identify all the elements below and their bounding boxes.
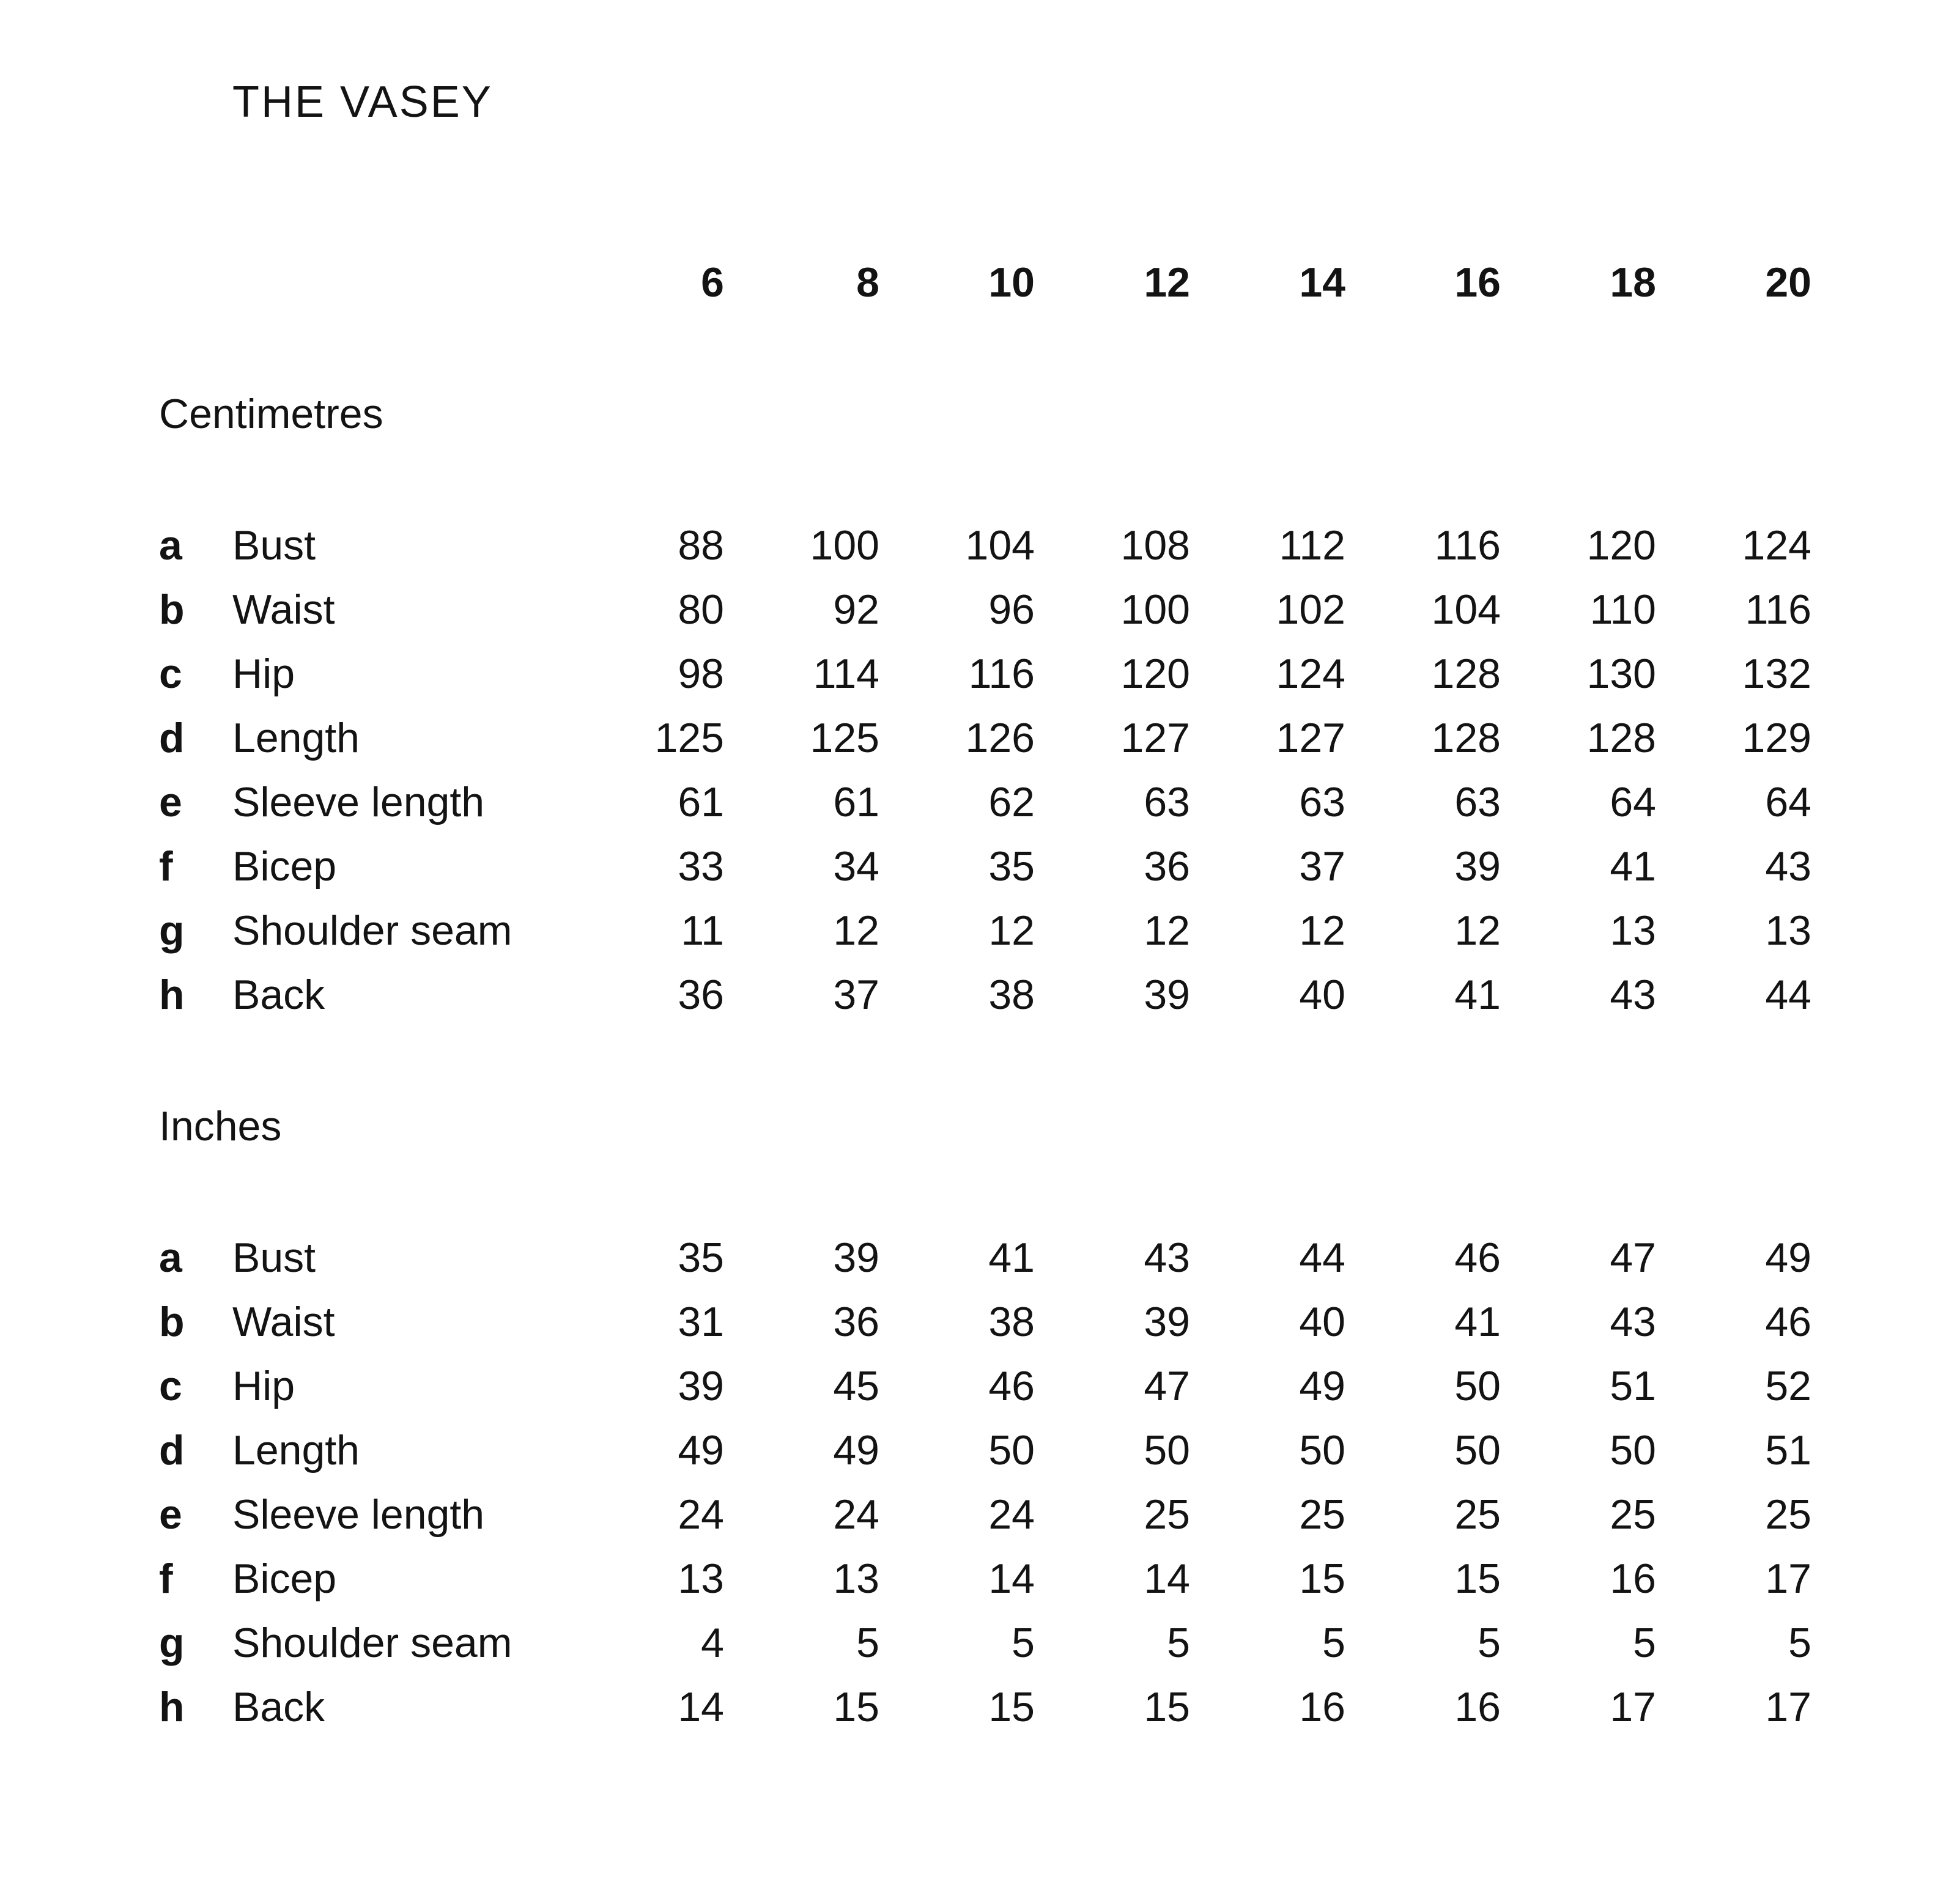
size-column-header: 14 bbox=[1299, 259, 1345, 306]
cell-value: 15 bbox=[833, 1684, 879, 1730]
cell-value: 25 bbox=[1299, 1491, 1345, 1538]
cell-value: 39 bbox=[678, 1363, 724, 1409]
cell-value: 31 bbox=[678, 1299, 724, 1345]
cell-value: 35 bbox=[988, 843, 1035, 890]
cell-value: 15 bbox=[1299, 1555, 1345, 1602]
size-column-header: 8 bbox=[856, 259, 879, 306]
cell-value: 13 bbox=[678, 1555, 724, 1602]
cell-value: 127 bbox=[1276, 715, 1345, 761]
table-row bbox=[159, 1226, 1811, 1290]
cell-value: 120 bbox=[1120, 651, 1190, 697]
cell-value: 13 bbox=[1610, 907, 1656, 954]
size-column-header: 18 bbox=[1610, 259, 1656, 306]
row-letter: d bbox=[159, 715, 185, 761]
cell-value: 61 bbox=[678, 779, 724, 825]
cell-value: 130 bbox=[1586, 651, 1656, 697]
cell-value: 92 bbox=[833, 586, 879, 633]
cell-value: 96 bbox=[988, 586, 1035, 633]
cell-value: 14 bbox=[678, 1684, 724, 1730]
cell-value: 25 bbox=[1765, 1491, 1811, 1538]
row-letter: c bbox=[159, 1363, 182, 1409]
cell-value: 41 bbox=[1454, 1299, 1501, 1345]
cell-value: 44 bbox=[1299, 1234, 1345, 1281]
row-label: Bust bbox=[232, 1234, 316, 1281]
cell-value: 126 bbox=[965, 715, 1035, 761]
row-label: Hip bbox=[232, 1363, 295, 1409]
row-label: Length bbox=[232, 715, 360, 761]
row-label: Bicep bbox=[232, 843, 337, 890]
cell-value: 25 bbox=[1610, 1491, 1656, 1538]
cell-value: 50 bbox=[1299, 1427, 1345, 1474]
cell-value: 24 bbox=[988, 1491, 1035, 1538]
table-row bbox=[159, 835, 1811, 899]
cell-value: 41 bbox=[1454, 972, 1501, 1018]
cell-value: 37 bbox=[833, 972, 879, 1018]
cell-value: 35 bbox=[678, 1234, 724, 1281]
cell-value: 16 bbox=[1610, 1555, 1656, 1602]
row-label: Waist bbox=[232, 1299, 335, 1345]
size-column-header: 10 bbox=[988, 259, 1035, 306]
cell-value: 39 bbox=[1144, 972, 1190, 1018]
row-letter: f bbox=[159, 843, 173, 890]
measurement-section bbox=[159, 1094, 1811, 1740]
measurement-section bbox=[159, 382, 1811, 1027]
section-label: Centimetres bbox=[159, 391, 383, 437]
row-letter: a bbox=[159, 522, 182, 569]
cell-value: 88 bbox=[678, 522, 724, 569]
cell-value: 63 bbox=[1144, 779, 1190, 825]
cell-value: 125 bbox=[654, 715, 724, 761]
table-row bbox=[159, 514, 1811, 578]
row-letter: b bbox=[159, 1299, 185, 1345]
cell-value: 50 bbox=[1610, 1427, 1656, 1474]
cell-value: 11 bbox=[681, 907, 724, 954]
cell-value: 43 bbox=[1610, 972, 1656, 1018]
size-column-header: 16 bbox=[1454, 259, 1501, 306]
cell-value: 33 bbox=[678, 843, 724, 890]
row-label: Bust bbox=[232, 522, 316, 569]
cell-value: 104 bbox=[965, 522, 1035, 569]
table-row bbox=[159, 1419, 1811, 1483]
table-row bbox=[159, 1354, 1811, 1419]
cell-value: 132 bbox=[1742, 651, 1811, 697]
cell-value: 24 bbox=[833, 1491, 879, 1538]
cell-value: 15 bbox=[1144, 1684, 1190, 1730]
cell-value: 116 bbox=[1434, 522, 1501, 569]
cell-value: 5 bbox=[1788, 1620, 1811, 1666]
cell-value: 46 bbox=[1454, 1234, 1501, 1281]
cell-value: 49 bbox=[1299, 1363, 1345, 1409]
row-letter: h bbox=[159, 972, 185, 1018]
cell-value: 12 bbox=[1299, 907, 1345, 954]
cell-value: 4 bbox=[701, 1620, 724, 1666]
cell-value: 63 bbox=[1454, 779, 1501, 825]
size-header-row bbox=[159, 251, 1811, 315]
cell-value: 52 bbox=[1765, 1363, 1811, 1409]
table-row bbox=[159, 578, 1811, 642]
row-letter: g bbox=[159, 1620, 185, 1666]
cell-value: 39 bbox=[1144, 1299, 1190, 1345]
table-row bbox=[159, 1611, 1811, 1675]
cell-value: 24 bbox=[678, 1491, 724, 1538]
table-row bbox=[159, 706, 1811, 770]
cell-value: 51 bbox=[1765, 1427, 1811, 1474]
cell-value: 100 bbox=[1120, 586, 1190, 633]
cell-value: 12 bbox=[833, 907, 879, 954]
cell-value: 61 bbox=[833, 779, 879, 825]
row-label: Length bbox=[232, 1427, 360, 1474]
cell-value: 129 bbox=[1742, 715, 1811, 761]
cell-value: 15 bbox=[988, 1684, 1035, 1730]
cell-value: 5 bbox=[1167, 1620, 1190, 1666]
cell-value: 13 bbox=[833, 1555, 879, 1602]
row-label: Sleeve length bbox=[232, 1491, 485, 1538]
cell-value: 40 bbox=[1299, 972, 1345, 1018]
cell-value: 36 bbox=[833, 1299, 879, 1345]
row-label: Back bbox=[232, 972, 325, 1018]
cell-value: 12 bbox=[1454, 907, 1501, 954]
cell-value: 50 bbox=[1454, 1427, 1501, 1474]
row-letter: h bbox=[159, 1684, 185, 1730]
cell-value: 108 bbox=[1120, 522, 1190, 569]
row-letter: g bbox=[159, 907, 185, 954]
cell-value: 116 bbox=[1745, 586, 1811, 633]
cell-value: 25 bbox=[1454, 1491, 1501, 1538]
cell-value: 50 bbox=[988, 1427, 1035, 1474]
cell-value: 124 bbox=[1276, 651, 1345, 697]
cell-value: 41 bbox=[988, 1234, 1035, 1281]
cell-value: 102 bbox=[1276, 586, 1345, 633]
cell-value: 5 bbox=[1478, 1620, 1501, 1666]
cell-value: 34 bbox=[833, 843, 879, 890]
table-row bbox=[159, 1483, 1811, 1547]
cell-value: 43 bbox=[1610, 1299, 1656, 1345]
cell-value: 39 bbox=[833, 1234, 879, 1281]
cell-value: 36 bbox=[678, 972, 724, 1018]
row-letter: f bbox=[159, 1555, 173, 1602]
cell-value: 5 bbox=[856, 1620, 879, 1666]
cell-value: 41 bbox=[1610, 843, 1656, 890]
cell-value: 49 bbox=[678, 1427, 724, 1474]
page-title: THE VASEY bbox=[232, 78, 493, 127]
cell-value: 47 bbox=[1144, 1363, 1190, 1409]
cell-value: 120 bbox=[1586, 522, 1656, 569]
row-label: Waist bbox=[232, 586, 335, 633]
row-label: Hip bbox=[232, 651, 295, 697]
cell-value: 16 bbox=[1454, 1684, 1501, 1730]
cell-value: 62 bbox=[988, 779, 1035, 825]
cell-value: 38 bbox=[988, 972, 1035, 1018]
table-row bbox=[159, 1290, 1811, 1354]
cell-value: 16 bbox=[1299, 1684, 1345, 1730]
cell-value: 5 bbox=[1012, 1620, 1035, 1666]
cell-value: 14 bbox=[1144, 1555, 1190, 1602]
cell-value: 40 bbox=[1299, 1299, 1345, 1345]
cell-value: 124 bbox=[1742, 522, 1811, 569]
cell-value: 39 bbox=[1454, 843, 1501, 890]
cell-value: 116 bbox=[968, 651, 1035, 697]
table-row bbox=[159, 899, 1811, 963]
cell-value: 51 bbox=[1610, 1363, 1656, 1409]
row-label: Back bbox=[232, 1684, 325, 1730]
cell-value: 125 bbox=[810, 715, 879, 761]
cell-value: 110 bbox=[1589, 586, 1656, 633]
cell-value: 43 bbox=[1765, 843, 1811, 890]
cell-value: 63 bbox=[1299, 779, 1345, 825]
row-letter: d bbox=[159, 1427, 185, 1474]
cell-value: 80 bbox=[678, 586, 724, 633]
cell-value: 17 bbox=[1610, 1684, 1656, 1730]
cell-value: 5 bbox=[1322, 1620, 1345, 1666]
row-letter: c bbox=[159, 651, 182, 697]
cell-value: 38 bbox=[988, 1299, 1035, 1345]
cell-value: 14 bbox=[988, 1555, 1035, 1602]
cell-value: 100 bbox=[810, 522, 879, 569]
cell-value: 37 bbox=[1299, 843, 1345, 890]
cell-value: 25 bbox=[1144, 1491, 1190, 1538]
cell-value: 98 bbox=[678, 651, 724, 697]
row-letter: a bbox=[159, 1234, 182, 1281]
cell-value: 12 bbox=[988, 907, 1035, 954]
row-label: Shoulder seam bbox=[232, 907, 512, 954]
table-row bbox=[159, 770, 1811, 835]
cell-value: 44 bbox=[1765, 972, 1811, 1018]
table-row bbox=[159, 642, 1811, 706]
section-label: Inches bbox=[159, 1103, 282, 1149]
cell-value: 128 bbox=[1586, 715, 1656, 761]
cell-value: 128 bbox=[1431, 715, 1501, 761]
cell-value: 5 bbox=[1633, 1620, 1656, 1666]
cell-value: 128 bbox=[1431, 651, 1501, 697]
cell-value: 17 bbox=[1765, 1684, 1811, 1730]
cell-value: 104 bbox=[1431, 586, 1501, 633]
row-label: Shoulder seam bbox=[232, 1620, 512, 1666]
cell-value: 36 bbox=[1144, 843, 1190, 890]
cell-value: 17 bbox=[1765, 1555, 1811, 1602]
table-row bbox=[159, 1675, 1811, 1740]
cell-value: 13 bbox=[1765, 907, 1811, 954]
cell-value: 49 bbox=[1765, 1234, 1811, 1281]
cell-value: 127 bbox=[1120, 715, 1190, 761]
row-letter: e bbox=[159, 779, 182, 825]
size-chart bbox=[159, 251, 1811, 1740]
row-label: Sleeve length bbox=[232, 779, 485, 825]
cell-value: 112 bbox=[1279, 522, 1345, 569]
row-letter: e bbox=[159, 1491, 182, 1538]
table-row bbox=[159, 963, 1811, 1027]
cell-value: 46 bbox=[1765, 1299, 1811, 1345]
cell-value: 114 bbox=[813, 651, 879, 697]
cell-value: 49 bbox=[833, 1427, 879, 1474]
size-column-header: 20 bbox=[1765, 259, 1811, 306]
cell-value: 50 bbox=[1454, 1363, 1501, 1409]
row-letter: b bbox=[159, 586, 185, 633]
cell-value: 15 bbox=[1454, 1555, 1501, 1602]
cell-value: 64 bbox=[1610, 779, 1656, 825]
cell-value: 45 bbox=[833, 1363, 879, 1409]
cell-value: 64 bbox=[1765, 779, 1811, 825]
size-column-header: 12 bbox=[1144, 259, 1190, 306]
size-column-header: 6 bbox=[701, 259, 724, 306]
cell-value: 46 bbox=[988, 1363, 1035, 1409]
table-row bbox=[159, 1547, 1811, 1611]
row-label: Bicep bbox=[232, 1555, 337, 1602]
cell-value: 12 bbox=[1144, 907, 1190, 954]
cell-value: 43 bbox=[1144, 1234, 1190, 1281]
size-chart-sections bbox=[159, 382, 1811, 1740]
cell-value: 47 bbox=[1610, 1234, 1656, 1281]
cell-value: 50 bbox=[1144, 1427, 1190, 1474]
